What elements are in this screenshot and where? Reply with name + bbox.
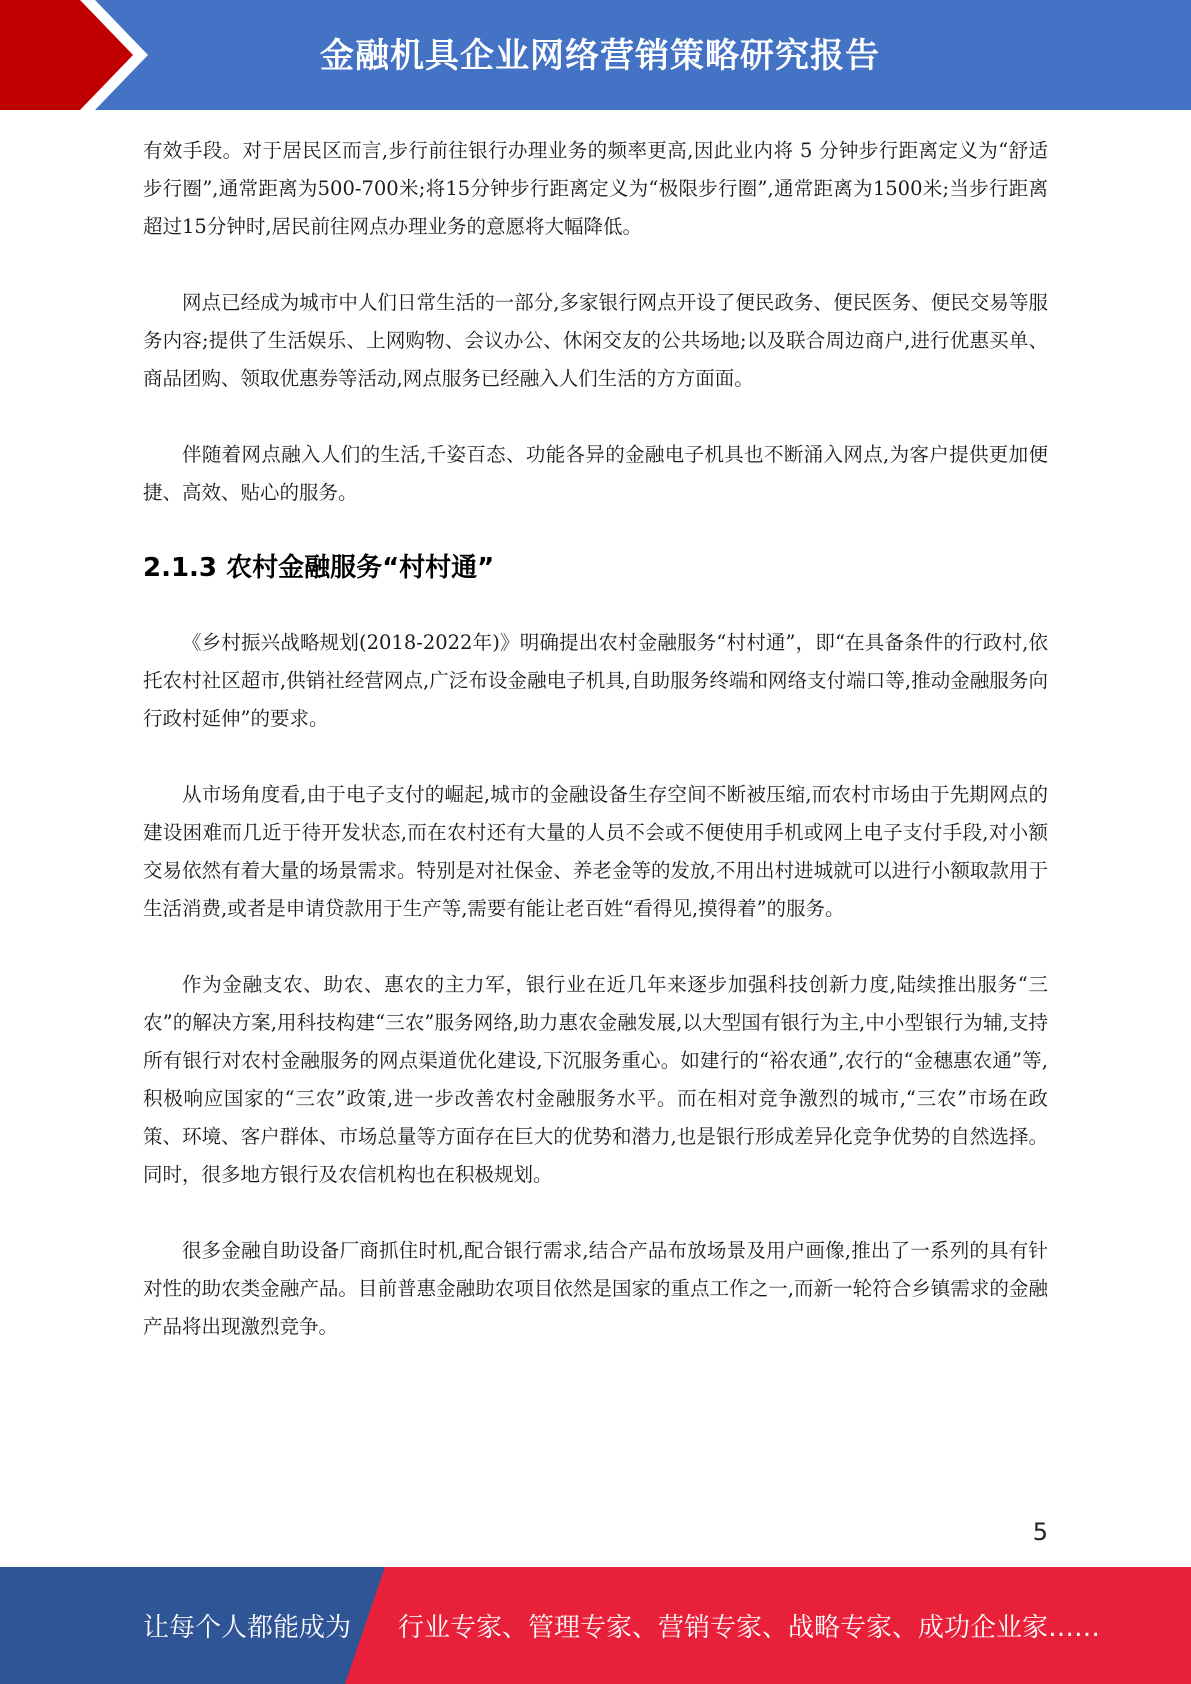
footer-band — [0, 1567, 1191, 1684]
paragraph: 从市场角度看,由于电子支付的崛起,城市的金融设备生存空间不断被压缩,而农村市场由于先期网点的建设困难而几近于待开发状态,而在农村还有大量的人员不会或不便使用手机或网上电子支付手段,对小额交易依然有着大量的场景需求。特别是对社保金、养老金等的发放,不用出村进城就可以进行小额取款用于生活消费,或者是申请贷款用于生产等,需要有能让老百姓“看得见,摸得着”的服务。 — [143, 783, 1048, 920]
header-band — [0, 0, 1191, 110]
report-title: 金融机具企业网络营销策略研究报告 — [320, 36, 880, 76]
paragraph: 《乡村振兴战略规划(2018-2022年)》明确提出农村金融服务“村村通”，即“在具备条件的行政村,依托农村社区超市,供销社经营网点,广泛布设金融电子机具,自助服务终端和网络支付端口等,推动金融服务向行政村延伸”的要求。 — [143, 631, 1048, 730]
page-number: 5 — [1032, 1518, 1048, 1546]
chevron-arrow-icon — [0, 0, 160, 110]
paragraph: 网点已经成为城市中人们日常生活的一部分,多家银行网点开设了便民政务、便民医务、便民交易等服务内容;提供了生活娱乐、上网购物、会议办公、休闲交友的公共场地;以及联合周边商户,进行优惠买单、商品团购、领取优惠券等活动,网点服务已经融入人们生活的方方面面。 — [143, 291, 1048, 390]
section-heading: 2.1.3 农村金融服务“村村通” — [143, 553, 495, 583]
paragraph: 很多金融自助设备厂商抓住时机,配合银行需求,结合产品布放场景及用户画像,推出了一系列的具有针对性的助农类金融产品。目前普惠金融助农项目依然是国家的重点工作之一,而新一轮符合乡镇需求的金融产品将出现激烈竞争。 — [143, 1239, 1048, 1338]
paragraph: 作为金融支农、助农、惠农的主力军，银行业在近几年来逐步加强科技创新力度,陆续推出服务“三农”的解决方案,用科技构建“三农”服务网络,助力惠农金融发展,以大型国有银行为主,中小型银行为辅,支持所有银行对农村金融服务的网点渠道优化建设,下沉服务重心。如建行的“裕农通”,农行的“金穗惠农通”等,积极响应国家的“三农”政策,进一步改善农村金融服务水平。而在相对竞争激烈的城市,“三农”市场在政策、环境、客户群体、市场总量等方面存在巨大的优势和潜力,也是银行形成差异化竞争优势的自然选择。同时，很多地方银行及农信机构也在积极规划。 — [143, 973, 1048, 1186]
page-body — [143, 132, 1048, 1346]
footer-slogan-left: 让每个人都能成为 — [143, 1613, 352, 1643]
footer-slogan-right: 行业专家、管理专家、营销专家、战略专家、成功企业家…… — [398, 1613, 1101, 1643]
paragraph: 有效手段。对于居民区而言,步行前往银行办理业务的频率更高,因此业内将 5 分钟步行距离定义为“舒适步行圈”,通常距离为500-700米;将15分钟步行距离定义为“极限步行圈”,通常距离为1500米;当步行距离超过15分钟时,居民前往网点办理业务的意愿将大幅降低。 — [143, 139, 1048, 238]
paragraph: 伴随着网点融入人们的生活,千姿百态、功能各异的金融电子机具也不断涌入网点,为客户提供更加便捷、高效、贴心的服务。 — [143, 443, 1048, 504]
